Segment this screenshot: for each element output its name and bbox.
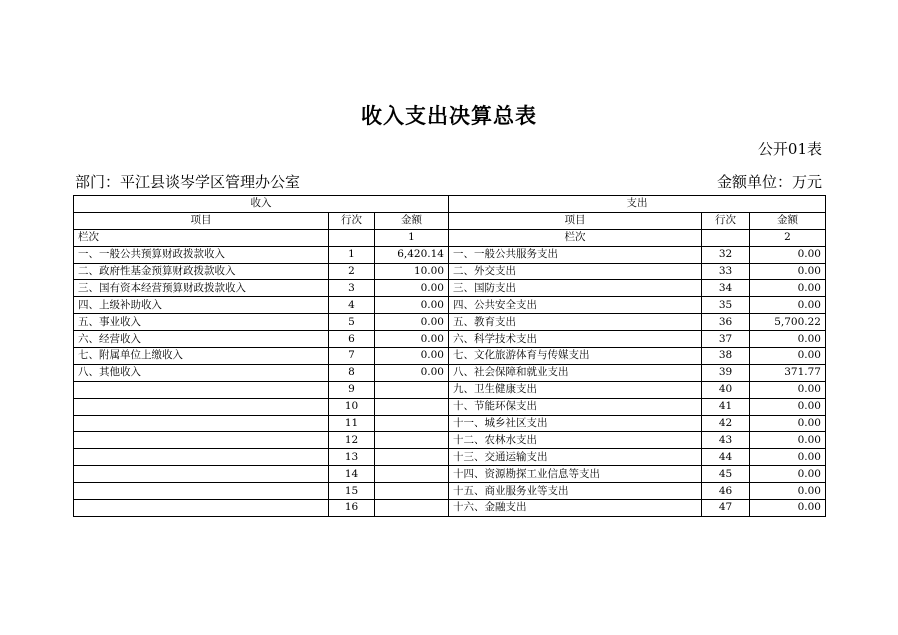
department-label: 部门：平江县谈岑学区管理办公室 bbox=[75, 173, 301, 191]
income-item-cell: 二、政府性基金预算财政拨款收入 bbox=[74, 263, 329, 280]
income-amount-cell: 0.00 bbox=[375, 280, 449, 297]
expense-line-no-cell: 43 bbox=[702, 432, 750, 449]
table-row bbox=[74, 348, 826, 365]
income-item-cell bbox=[74, 415, 329, 432]
income-amount-cell: 0.00 bbox=[375, 297, 449, 314]
table-row bbox=[74, 331, 826, 348]
expense-item-cell: 九、卫生健康支出 bbox=[449, 381, 702, 398]
income-item-cell bbox=[74, 483, 329, 500]
table-row bbox=[74, 432, 826, 449]
expense-amount-cell: 0.00 bbox=[750, 348, 826, 365]
table-row bbox=[74, 398, 826, 415]
income-column-index: 1 bbox=[375, 229, 449, 246]
income-item-cell bbox=[74, 466, 329, 483]
income-line-no-cell: 10 bbox=[329, 398, 375, 415]
expense-item-cell: 四、公共安全支出 bbox=[449, 297, 702, 314]
expense-item-cell: 十一、城乡社区支出 bbox=[449, 415, 702, 432]
income-item-cell: 六、经营收入 bbox=[74, 331, 329, 348]
income-item-cell: 四、上级补助收入 bbox=[74, 297, 329, 314]
income-amount-cell bbox=[375, 381, 449, 398]
income-line-no-cell: 16 bbox=[329, 500, 375, 517]
expense-amount-cell: 0.00 bbox=[750, 483, 826, 500]
section-header-row bbox=[74, 196, 826, 213]
expense-item-cell: 八、社会保障和就业支出 bbox=[449, 364, 702, 381]
income-line-no-cell: 1 bbox=[329, 246, 375, 263]
table-row bbox=[74, 246, 826, 263]
income-line-no-header: 行次 bbox=[329, 212, 375, 229]
income-line-no-cell: 4 bbox=[329, 297, 375, 314]
expense-item-cell: 十三、交通运输支出 bbox=[449, 449, 702, 466]
expense-header: 支出 bbox=[449, 196, 826, 213]
income-amount-cell: 6,420.14 bbox=[375, 246, 449, 263]
amount-unit-label: 金额单位：万元 bbox=[716, 173, 822, 191]
expense-column-index: 2 bbox=[750, 229, 826, 246]
income-line-no-cell: 9 bbox=[329, 381, 375, 398]
page-title: 收入支出决算总表 bbox=[361, 104, 537, 128]
expense-line-no-cell: 44 bbox=[702, 449, 750, 466]
income-line-no-cell: 13 bbox=[329, 449, 375, 466]
table-row bbox=[74, 280, 826, 297]
expense-amount-cell: 0.00 bbox=[750, 415, 826, 432]
expense-item-cell: 一、一般公共服务支出 bbox=[449, 246, 702, 263]
expense-amount-cell: 0.00 bbox=[750, 280, 826, 297]
expense-amount-cell: 0.00 bbox=[750, 432, 826, 449]
expense-line-no-cell: 42 bbox=[702, 415, 750, 432]
expense-line-no-cell: 37 bbox=[702, 331, 750, 348]
table-row bbox=[74, 449, 826, 466]
expense-line-no-cell: 35 bbox=[702, 297, 750, 314]
table-row bbox=[74, 381, 826, 398]
income-line-no-cell: 3 bbox=[329, 280, 375, 297]
empty-cell bbox=[702, 229, 750, 246]
expense-line-no-cell: 33 bbox=[702, 263, 750, 280]
expense-amount-cell: 0.00 bbox=[750, 246, 826, 263]
column-index-row bbox=[74, 229, 826, 246]
expense-amount-cell: 0.00 bbox=[750, 466, 826, 483]
income-item-cell: 七、附属单位上缴收入 bbox=[74, 348, 329, 365]
income-amount-cell: 0.00 bbox=[375, 314, 449, 331]
expense-amount-header: 金额 bbox=[750, 212, 826, 229]
expense-item-cell: 十二、农林水支出 bbox=[449, 432, 702, 449]
income-line-no-cell: 11 bbox=[329, 415, 375, 432]
expense-amount-cell: 0.00 bbox=[750, 500, 826, 517]
income-line-no-cell: 12 bbox=[329, 432, 375, 449]
expense-item-cell: 三、国防支出 bbox=[449, 280, 702, 297]
empty-cell bbox=[329, 229, 375, 246]
income-amount-cell bbox=[375, 500, 449, 517]
table-row bbox=[74, 415, 826, 432]
expense-amount-cell: 5,700.22 bbox=[750, 314, 826, 331]
table-row bbox=[74, 466, 826, 483]
expense-item-header: 项目 bbox=[449, 212, 702, 229]
table-row bbox=[74, 500, 826, 517]
expense-amount-cell: 0.00 bbox=[750, 449, 826, 466]
expense-item-cell: 二、外交支出 bbox=[449, 263, 702, 280]
column-header-row bbox=[74, 212, 826, 229]
table-row bbox=[74, 314, 826, 331]
income-item-cell: 五、事业收入 bbox=[74, 314, 329, 331]
expense-amount-cell: 0.00 bbox=[750, 398, 826, 415]
income-line-no-cell: 15 bbox=[329, 483, 375, 500]
table-number: 公开01表 bbox=[757, 140, 822, 158]
expense-column-label: 栏次 bbox=[449, 229, 702, 246]
expense-line-no-cell: 36 bbox=[702, 314, 750, 331]
expense-amount-cell: 0.00 bbox=[750, 297, 826, 314]
income-item-cell: 一、一般公共预算财政拨款收入 bbox=[74, 246, 329, 263]
expense-item-cell: 六、科学技术支出 bbox=[449, 331, 702, 348]
income-amount-cell bbox=[375, 449, 449, 466]
expense-line-no-cell: 40 bbox=[702, 381, 750, 398]
income-line-no-cell: 2 bbox=[329, 263, 375, 280]
income-amount-cell: 0.00 bbox=[375, 364, 449, 381]
income-item-cell bbox=[74, 381, 329, 398]
income-header: 收入 bbox=[74, 196, 449, 213]
expense-line-no-cell: 39 bbox=[702, 364, 750, 381]
income-expense-table bbox=[73, 195, 826, 517]
expense-item-cell: 十、节能环保支出 bbox=[449, 398, 702, 415]
income-line-no-cell: 7 bbox=[329, 348, 375, 365]
income-amount-cell: 10.00 bbox=[375, 263, 449, 280]
table-row bbox=[74, 297, 826, 314]
income-line-no-cell: 14 bbox=[329, 466, 375, 483]
income-item-cell: 三、国有资本经营预算财政拨款收入 bbox=[74, 280, 329, 297]
expense-item-cell: 五、教育支出 bbox=[449, 314, 702, 331]
income-item-cell bbox=[74, 449, 329, 466]
table-row bbox=[74, 263, 826, 280]
income-amount-cell bbox=[375, 432, 449, 449]
expense-amount-cell: 0.00 bbox=[750, 331, 826, 348]
expense-line-no-cell: 32 bbox=[702, 246, 750, 263]
table-row bbox=[74, 364, 826, 381]
income-amount-header: 金额 bbox=[375, 212, 449, 229]
expense-amount-cell: 371.77 bbox=[750, 364, 826, 381]
income-column-label: 栏次 bbox=[74, 229, 329, 246]
expense-line-no-cell: 45 bbox=[702, 466, 750, 483]
expense-line-no-cell: 38 bbox=[702, 348, 750, 365]
expense-amount-cell: 0.00 bbox=[750, 263, 826, 280]
expense-line-no-cell: 46 bbox=[702, 483, 750, 500]
expense-line-no-header: 行次 bbox=[702, 212, 750, 229]
income-line-no-cell: 8 bbox=[329, 364, 375, 381]
expense-item-cell: 十四、资源勘探工业信息等支出 bbox=[449, 466, 702, 483]
income-amount-cell: 0.00 bbox=[375, 348, 449, 365]
expense-line-no-cell: 34 bbox=[702, 280, 750, 297]
table-row bbox=[74, 483, 826, 500]
income-line-no-cell: 5 bbox=[329, 314, 375, 331]
income-amount-cell bbox=[375, 466, 449, 483]
expense-item-cell: 十六、金融支出 bbox=[449, 500, 702, 517]
expense-line-no-cell: 41 bbox=[702, 398, 750, 415]
income-amount-cell bbox=[375, 415, 449, 432]
income-item-cell bbox=[74, 432, 329, 449]
income-amount-cell bbox=[375, 398, 449, 415]
expense-amount-cell: 0.00 bbox=[750, 381, 826, 398]
income-item-header: 项目 bbox=[74, 212, 329, 229]
income-item-cell: 八、其他收入 bbox=[74, 364, 329, 381]
income-amount-cell: 0.00 bbox=[375, 331, 449, 348]
income-item-cell bbox=[74, 398, 329, 415]
expense-item-cell: 十五、商业服务业等支出 bbox=[449, 483, 702, 500]
income-amount-cell bbox=[375, 483, 449, 500]
expense-line-no-cell: 47 bbox=[702, 500, 750, 517]
income-item-cell bbox=[74, 500, 329, 517]
income-line-no-cell: 6 bbox=[329, 331, 375, 348]
expense-item-cell: 七、文化旅游体育与传媒支出 bbox=[449, 348, 702, 365]
